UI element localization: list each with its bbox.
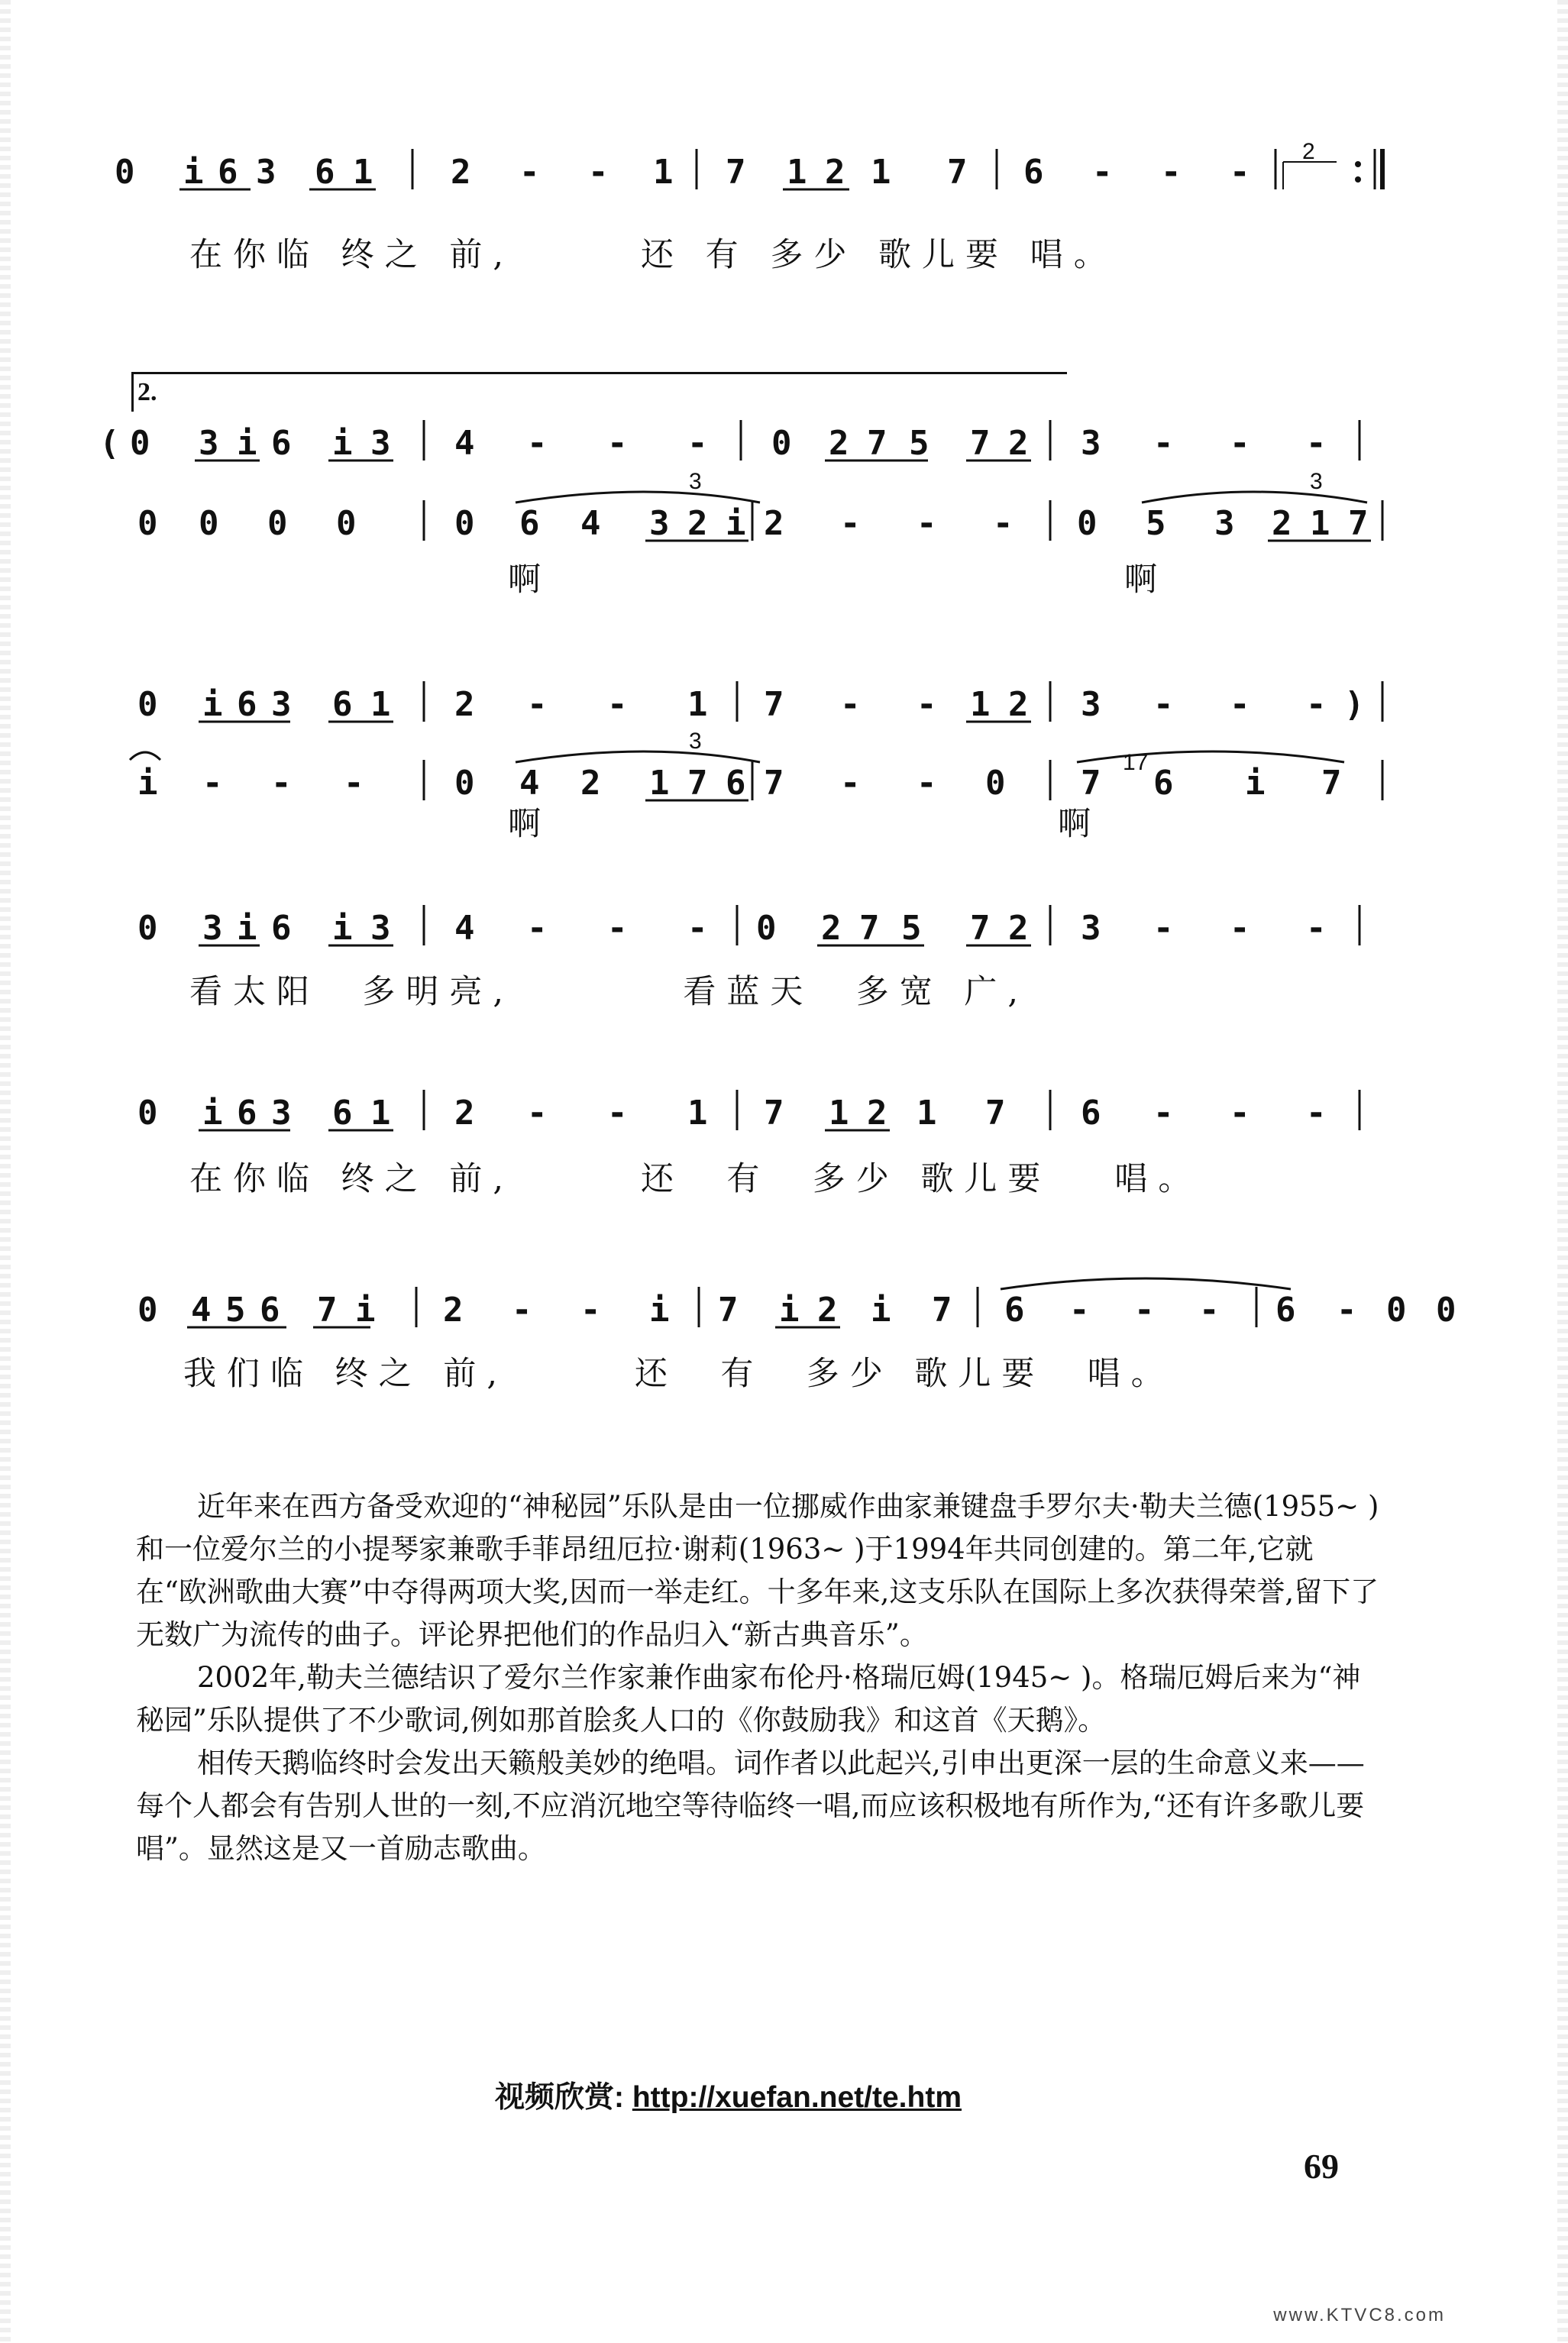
svg-text:2: 2 <box>817 1291 838 1330</box>
svg-text:0: 0 <box>1436 1291 1456 1330</box>
svg-text:i: i <box>237 909 257 948</box>
svg-text:3: 3 <box>1081 685 1101 724</box>
svg-text:i: i <box>871 1291 891 1330</box>
svg-text:-: - <box>1153 685 1174 724</box>
video-link-line <box>495 2073 962 2116</box>
svg-text:6: 6 <box>1275 1291 1296 1330</box>
lyric-row-5-a: 啊 <box>508 805 541 843</box>
svg-text:1: 1 <box>370 1094 391 1133</box>
article-text <box>136 1485 1381 1870</box>
svg-text:-: - <box>1230 153 1250 192</box>
lyric-row-7: 在你临 终之 前, 还 有 多少 歌儿要 唱。 <box>189 1160 1202 1198</box>
svg-text:6: 6 <box>1153 764 1174 803</box>
svg-text:0: 0 <box>137 1094 158 1133</box>
notation-row-8 <box>115 1283 1456 1335</box>
notation-row-5 <box>115 729 1413 808</box>
svg-text:-: - <box>917 504 937 543</box>
svg-text:-: - <box>607 1094 628 1133</box>
svg-text:-: - <box>1306 424 1327 463</box>
svg-text:1: 1 <box>687 685 708 724</box>
svg-text:): ) <box>1344 685 1365 724</box>
svg-text:3: 3 <box>370 909 391 948</box>
svg-text:2: 2 <box>454 685 475 724</box>
svg-text:1: 1 <box>687 1094 708 1133</box>
svg-text:1: 1 <box>829 1094 849 1133</box>
svg-text:3: 3 <box>370 424 391 463</box>
svg-text:0: 0 <box>137 504 158 543</box>
svg-text:1: 1 <box>787 153 807 192</box>
svg-text:-: - <box>607 909 628 948</box>
svg-text:i: i <box>202 1094 223 1133</box>
svg-text:0: 0 <box>1077 504 1098 543</box>
svg-text:6: 6 <box>315 153 335 192</box>
svg-text:-: - <box>1153 424 1174 463</box>
notation-row-1 <box>115 139 1413 197</box>
svg-text:2: 2 <box>821 909 842 948</box>
svg-text:-: - <box>527 1094 548 1133</box>
svg-text:7: 7 <box>985 1094 1006 1133</box>
svg-text:5: 5 <box>909 424 929 463</box>
svg-text:4: 4 <box>580 504 601 543</box>
svg-text:7: 7 <box>317 1291 338 1330</box>
svg-text:-: - <box>1230 424 1250 463</box>
svg-text:-: - <box>1306 685 1327 724</box>
svg-text:3: 3 <box>689 469 702 494</box>
svg-text:7: 7 <box>726 153 746 192</box>
lyric-row-1: 在你临 终之 前, 还 有 多少 歌儿要 唱。 <box>189 236 1117 274</box>
svg-text:0: 0 <box>115 153 135 192</box>
svg-text:-: - <box>271 764 292 803</box>
svg-text:3: 3 <box>1214 504 1235 543</box>
svg-text:0: 0 <box>454 504 475 543</box>
svg-text:6: 6 <box>218 153 238 192</box>
svg-text:6: 6 <box>237 1094 257 1133</box>
svg-text:-: - <box>1153 1094 1174 1133</box>
svg-text:2: 2 <box>1008 424 1029 463</box>
svg-text:-: - <box>527 685 548 724</box>
svg-text:0: 0 <box>130 424 150 463</box>
svg-text:-: - <box>1092 153 1113 192</box>
svg-text:3: 3 <box>199 424 219 463</box>
svg-text:-: - <box>344 764 364 803</box>
svg-text:-: - <box>519 153 540 192</box>
svg-text:1: 1 <box>370 685 391 724</box>
svg-text:0: 0 <box>771 424 792 463</box>
svg-text:6: 6 <box>237 685 257 724</box>
svg-text:-: - <box>1230 909 1250 948</box>
svg-text:2: 2 <box>451 153 471 192</box>
ending-bracket-stem <box>131 372 134 412</box>
svg-text:-: - <box>840 685 861 724</box>
notation-row-6 <box>115 901 1413 953</box>
notation-row-2 <box>99 416 1413 468</box>
svg-text:2: 2 <box>867 1094 887 1133</box>
svg-text:-: - <box>1134 1291 1155 1330</box>
svg-text:7: 7 <box>1321 764 1342 803</box>
svg-text:3: 3 <box>202 909 223 948</box>
svg-text:i: i <box>779 1291 800 1330</box>
svg-text:7: 7 <box>764 1094 784 1133</box>
svg-text:-: - <box>1161 153 1182 192</box>
left-page-edge <box>0 0 11 2343</box>
svg-text:i: i <box>332 424 353 463</box>
svg-text:5: 5 <box>1146 504 1166 543</box>
svg-text:2: 2 <box>1302 139 1315 164</box>
svg-text:4: 4 <box>454 909 475 948</box>
video-label: 视频欣赏: <box>495 2081 624 2114</box>
svg-text:6: 6 <box>1023 153 1044 192</box>
svg-text:-: - <box>527 424 548 463</box>
svg-text:7: 7 <box>1348 504 1369 543</box>
svg-text:7: 7 <box>947 153 968 192</box>
lyric-row-5-b: 啊 <box>1058 805 1091 843</box>
svg-text:i: i <box>183 153 204 192</box>
svg-text:3: 3 <box>1081 909 1101 948</box>
svg-text:5: 5 <box>901 909 922 948</box>
svg-text:3: 3 <box>689 729 702 754</box>
notation-row-3 <box>115 469 1413 548</box>
video-url-link[interactable]: http://xuefan.net/te.htm <box>632 2081 962 2114</box>
svg-text:-: - <box>580 1291 601 1330</box>
svg-text:-: - <box>1306 1094 1327 1133</box>
svg-text:7: 7 <box>1081 764 1101 803</box>
svg-text:1: 1 <box>1310 504 1330 543</box>
svg-text:0: 0 <box>137 1291 158 1330</box>
svg-text:2: 2 <box>454 1094 475 1133</box>
paragraph-1: 近年来在西方备受欢迎的“神秘园”乐队是由一位挪威作曲家兼键盘手罗尔夫·勒夫兰德(1955~ )和一位爱尔兰的小提琴家兼歌手菲昂纽厄拉·谢莉(1963~ )于1994年共同创建的。第二年,它就在“欧洲歌曲大赛”中夺得两项大奖,因而一举走红。十多年来,这支乐队在国际上多次获得荣誉,留下了无数广为流传的曲子。评论界把他们的作品归入“新古典音乐”。 <box>136 1490 1379 1651</box>
svg-text:-: - <box>202 764 223 803</box>
svg-text:1: 1 <box>353 153 373 192</box>
svg-text:-: - <box>1153 909 1174 948</box>
svg-text:0: 0 <box>756 909 777 948</box>
svg-text:-: - <box>993 504 1014 543</box>
svg-text:0: 0 <box>267 504 288 543</box>
svg-text:-: - <box>1306 909 1327 948</box>
svg-text:3: 3 <box>271 1094 292 1133</box>
svg-text:2: 2 <box>1272 504 1292 543</box>
notation-row-7 <box>115 1086 1413 1138</box>
svg-text:7: 7 <box>867 424 887 463</box>
svg-text:6: 6 <box>1004 1291 1025 1330</box>
lyric-row-3-a: 啊 <box>508 561 541 599</box>
svg-text:2: 2 <box>825 153 845 192</box>
svg-text:0: 0 <box>137 909 158 948</box>
svg-text:2: 2 <box>1008 909 1029 948</box>
svg-text:1: 1 <box>653 153 674 192</box>
svg-text:7: 7 <box>764 764 784 803</box>
svg-text:4: 4 <box>454 424 475 463</box>
svg-text:0: 0 <box>199 504 219 543</box>
svg-text:7: 7 <box>687 764 708 803</box>
svg-text:-: - <box>1199 1291 1220 1330</box>
svg-text:i: i <box>649 1291 670 1330</box>
svg-text:2: 2 <box>580 764 601 803</box>
svg-text:6: 6 <box>726 764 746 803</box>
svg-text:-: - <box>1230 1094 1250 1133</box>
ending-label: 2. <box>137 378 157 406</box>
svg-text:i: i <box>355 1291 376 1330</box>
svg-text:0: 0 <box>985 764 1006 803</box>
svg-text:-: - <box>917 764 937 803</box>
svg-text:-: - <box>1230 685 1250 724</box>
svg-text:5: 5 <box>225 1291 246 1330</box>
svg-text:2: 2 <box>1008 685 1029 724</box>
svg-text:i: i <box>1245 764 1266 803</box>
svg-text:-: - <box>840 504 861 543</box>
svg-text:7: 7 <box>932 1291 952 1330</box>
svg-text:3: 3 <box>1081 424 1101 463</box>
lyric-row-3-b: 啊 <box>1124 561 1157 599</box>
svg-text:3: 3 <box>649 504 670 543</box>
svg-text:6: 6 <box>260 1291 280 1330</box>
svg-text:6: 6 <box>271 909 292 948</box>
svg-text:7: 7 <box>718 1291 739 1330</box>
right-page-edge <box>1557 0 1568 2343</box>
page-number: 69 <box>1304 2147 1339 2186</box>
svg-text:2: 2 <box>764 504 784 543</box>
paragraph-3: 相传天鹅临终时会发出天籁般美妙的绝唱。词作者以此起兴,引申出更深一层的生命意义来——每个人都会有告别人世的一刻,不应消沉地空等待临终一唱,而应该积极地有所作为,“还有许多歌儿要唱”。显然这是又一首励志歌曲。 <box>136 1747 1365 1865</box>
svg-text:6: 6 <box>332 1094 353 1133</box>
svg-text:6: 6 <box>271 424 292 463</box>
svg-text:3: 3 <box>256 153 276 192</box>
svg-text:0: 0 <box>454 764 475 803</box>
svg-text:i: i <box>237 424 257 463</box>
svg-text:-: - <box>917 685 937 724</box>
svg-text:1: 1 <box>917 1094 937 1133</box>
svg-text:6: 6 <box>519 504 540 543</box>
svg-text:-: - <box>687 909 708 948</box>
svg-text:-: - <box>1069 1291 1090 1330</box>
watermark: www.KTVC8.com <box>1273 2305 1446 2325</box>
lyric-row-8: 我们临 终之 前, 还 有 多少 歌儿要 唱。 <box>183 1355 1175 1393</box>
svg-text:1: 1 <box>871 153 891 192</box>
svg-text:4: 4 <box>191 1291 212 1330</box>
svg-text:2: 2 <box>829 424 849 463</box>
svg-text:-: - <box>527 909 548 948</box>
paragraph-2: 2002年,勒夫兰德结识了爱尔兰作家兼作曲家布伦丹·格瑞厄姆(1945~ )。格瑞厄姆后来为“神秘园”乐队提供了不少歌词,例如那首脍炙人口的《你鼓励我》和这首《天鹅》。 <box>136 1661 1361 1737</box>
svg-text:-: - <box>687 424 708 463</box>
svg-text:0: 0 <box>336 504 357 543</box>
svg-text:3: 3 <box>1310 469 1323 494</box>
svg-text:-: - <box>1337 1291 1357 1330</box>
svg-text:-: - <box>588 153 609 192</box>
svg-text:0: 0 <box>137 685 158 724</box>
svg-text:1: 1 <box>970 685 991 724</box>
svg-text:-: - <box>607 424 628 463</box>
svg-text:i: i <box>202 685 223 724</box>
svg-text:(: ( <box>99 424 120 463</box>
ending-bracket <box>131 372 1067 374</box>
svg-text:i: i <box>726 504 746 543</box>
svg-text:7: 7 <box>859 909 880 948</box>
svg-text:6: 6 <box>332 685 353 724</box>
notation-row-4 <box>115 677 1413 729</box>
svg-text:0: 0 <box>1386 1291 1407 1330</box>
svg-text:i: i <box>332 909 353 948</box>
svg-text:3: 3 <box>271 685 292 724</box>
svg-text:1: 1 <box>649 764 670 803</box>
svg-text:7: 7 <box>970 424 991 463</box>
lyric-row-6: 看太阳 多明亮, 看蓝天 多宽 广, <box>189 973 1030 1011</box>
svg-text:2: 2 <box>443 1291 464 1330</box>
svg-text:-: - <box>607 685 628 724</box>
svg-text:-: - <box>840 764 861 803</box>
svg-text:7: 7 <box>970 909 991 948</box>
svg-text:i: i <box>137 764 158 803</box>
svg-text:-: - <box>512 1291 532 1330</box>
svg-text:2: 2 <box>687 504 708 543</box>
svg-text:17: 17 <box>1123 750 1149 775</box>
svg-text:6: 6 <box>1081 1094 1101 1133</box>
svg-text:7: 7 <box>764 685 784 724</box>
svg-text:4: 4 <box>519 764 540 803</box>
